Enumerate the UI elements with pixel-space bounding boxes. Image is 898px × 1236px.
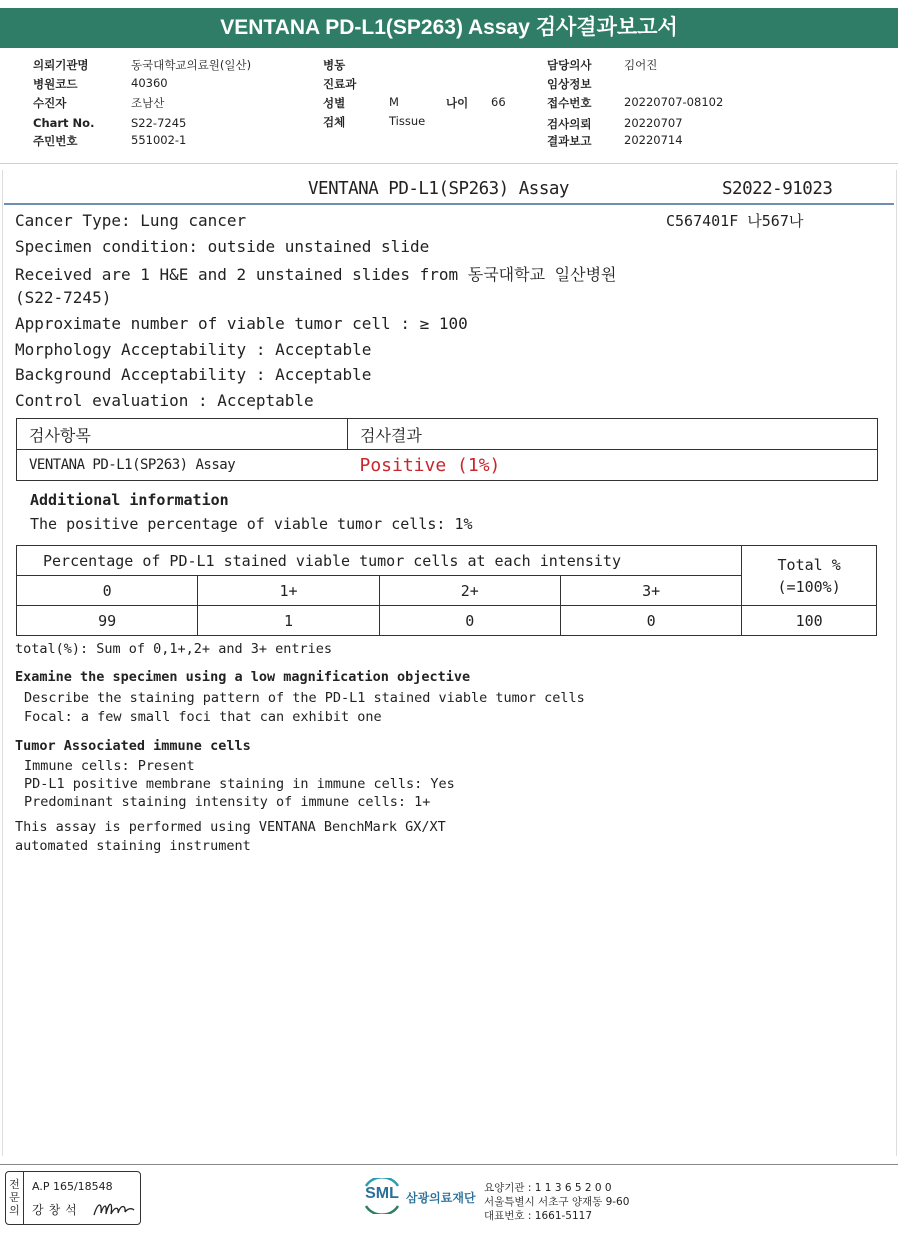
immune-line: PD-L1 positive membrane staining in immune cells: Yes bbox=[24, 776, 455, 792]
intensity-values-row bbox=[17, 606, 877, 636]
header-label: 병원코드 bbox=[33, 77, 78, 91]
low-mag-title: Examine the specimen using a low magnification objective bbox=[15, 669, 471, 685]
result-header-result: 검사결과 bbox=[348, 419, 878, 450]
logo-text: SML bbox=[365, 1185, 399, 1202]
report-line: Background Acceptability : Acceptable bbox=[15, 365, 372, 384]
total-note: total(%): Sum of 0,1+,2+ and 3+ entries bbox=[15, 641, 332, 657]
report-line: Control evaluation : Acceptable bbox=[15, 391, 314, 410]
header-value: 20220707-08102 bbox=[624, 95, 724, 109]
header-value: 20220707 bbox=[624, 116, 683, 130]
header-label: 임상정보 bbox=[547, 77, 592, 91]
header-divider bbox=[0, 163, 898, 164]
header-label: 병동 bbox=[323, 58, 346, 72]
intensity-value: 0 bbox=[379, 606, 560, 636]
low-mag-line: Focal: a few small foci that can exhibit one bbox=[24, 709, 382, 725]
header-label: Chart No. bbox=[33, 116, 95, 130]
intensity-level: 2+ bbox=[379, 576, 560, 606]
header-label: 주민번호 bbox=[33, 134, 78, 148]
report-line: (S22-7245) bbox=[15, 288, 112, 307]
report-number: S2022-91023 bbox=[722, 179, 833, 199]
header-label: 담당의사 bbox=[547, 58, 592, 72]
intensity-total: 100 bbox=[742, 606, 877, 636]
report-title: VENTANA PD-L1(SP263) Assay 검사결과보고서 bbox=[0, 8, 898, 48]
low-mag-line: Describe the staining pattern of the PD-L1 stained viable tumor cells bbox=[24, 690, 585, 706]
total-header-line2: (=100%) bbox=[777, 577, 841, 596]
immune-line: Immune cells: Present bbox=[24, 758, 195, 774]
intensity-level: 3+ bbox=[560, 576, 741, 606]
stamp-side-char: 의 bbox=[9, 1204, 20, 1217]
header-label: 검체 bbox=[323, 115, 346, 129]
intensity-level: 0 bbox=[17, 576, 198, 606]
header-value: 20220714 bbox=[624, 133, 683, 147]
header-label: 나이 bbox=[446, 96, 469, 110]
stamp-side-char: 전 bbox=[9, 1178, 20, 1191]
address-line: 서울특별시 서초구 양재동 9-60 bbox=[484, 1196, 630, 1208]
sml-logo bbox=[360, 1178, 476, 1218]
header-label: 진료과 bbox=[323, 77, 357, 91]
header-label: 의뢰기관명 bbox=[33, 58, 89, 72]
intensity-value: 99 bbox=[17, 606, 198, 636]
additional-title: Additional information bbox=[30, 491, 229, 509]
footer-divider bbox=[0, 1164, 898, 1165]
intensity-table bbox=[16, 545, 877, 636]
intensity-value: 0 bbox=[560, 606, 741, 636]
header-label: 접수번호 bbox=[547, 96, 592, 110]
report-line: Specimen condition: outside unstained slide bbox=[15, 237, 430, 256]
immune-title: Tumor Associated immune cells bbox=[15, 738, 251, 754]
result-header-item: 검사항목 bbox=[17, 419, 348, 450]
header-value: S22-7245 bbox=[131, 116, 187, 130]
header-label: 검사의뢰 bbox=[547, 117, 592, 131]
report-line: Approximate number of viable tumor cell : ≥ 100 bbox=[15, 314, 468, 333]
intensity-value: 1 bbox=[198, 606, 379, 636]
header-value: M bbox=[389, 95, 399, 109]
stamp-ap-number: A.P 165/18548 bbox=[32, 1180, 113, 1193]
block-id: C567401F 나567나 bbox=[666, 212, 804, 230]
result-header-row bbox=[17, 419, 878, 450]
header-value: 40360 bbox=[131, 76, 168, 90]
result-value: Positive (1%) bbox=[348, 450, 878, 481]
header-value: 김어진 bbox=[624, 58, 658, 72]
header-label: 결과보고 bbox=[547, 134, 592, 148]
title-rule bbox=[4, 203, 894, 205]
stamp-name: 강창석 bbox=[32, 1203, 82, 1217]
report-line: Cancer Type: Lung cancer bbox=[15, 211, 247, 230]
address-line: 대표번호 : 1661-5117 bbox=[484, 1210, 593, 1222]
intensity-caption-row bbox=[17, 546, 877, 576]
logo-org: 삼광의료재단 bbox=[406, 1191, 476, 1205]
header-value: 551002-1 bbox=[131, 133, 187, 147]
total-header-line1: Total % bbox=[777, 555, 841, 574]
result-item: VENTANA PD-L1(SP263) Assay bbox=[17, 450, 348, 481]
additional-text: The positive percentage of viable tumor cells: 1% bbox=[30, 515, 473, 533]
header-label: 성별 bbox=[323, 96, 346, 110]
intensity-caption: Percentage of PD-L1 stained viable tumor cells at each intensity bbox=[17, 546, 742, 576]
intensity-level: 1+ bbox=[198, 576, 379, 606]
immune-line: Predominant staining intensity of immune cells: 1+ bbox=[24, 794, 431, 810]
address-line: 요양기관 : 1 1 3 6 5 2 0 0 bbox=[484, 1182, 612, 1194]
header-value: 66 bbox=[491, 95, 506, 109]
report-line: Received are 1 H&E and 2 unstained slides from 동국대학교 일산병원 bbox=[15, 265, 617, 284]
result-table bbox=[16, 418, 878, 481]
stamp-side-char: 문 bbox=[9, 1191, 20, 1204]
signature-icon bbox=[92, 1198, 136, 1220]
result-row bbox=[17, 450, 878, 481]
report-line: Morphology Acceptability : Acceptable bbox=[15, 340, 372, 359]
stamp-side-label bbox=[6, 1172, 24, 1224]
instrument-line: automated staining instrument bbox=[15, 838, 251, 854]
header-value: Tissue bbox=[389, 114, 426, 128]
assay-title: VENTANA PD-L1(SP263) Assay bbox=[308, 179, 569, 199]
instrument-line: This assay is performed using VENTANA BenchMark GX/XT bbox=[15, 819, 446, 835]
pathologist-stamp bbox=[5, 1171, 141, 1225]
header-label: 수진자 bbox=[33, 96, 67, 110]
header-value: 조남산 bbox=[131, 96, 165, 110]
header-value: 동국대학교의료원(일산) bbox=[131, 58, 252, 72]
total-header bbox=[742, 546, 877, 606]
